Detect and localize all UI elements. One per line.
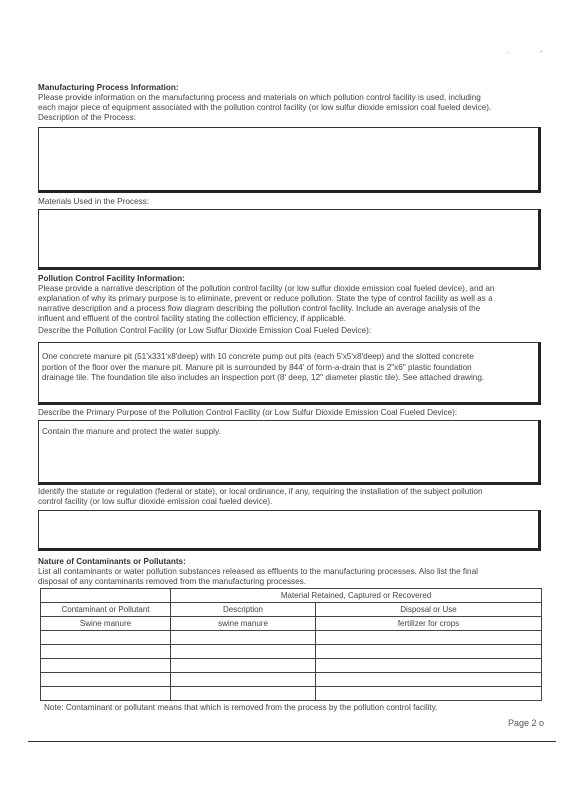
table-row (41, 617, 542, 631)
manufacturing-heading: Manufacturing Process Information: (38, 83, 179, 92)
description-cell[interactable] (171, 659, 316, 673)
contaminants-instructions-line-2: disposal of any contaminants removed from the manufacturing processes. (38, 577, 307, 586)
describe-facility-line-1: One concrete manure pit (51'x331'x8'deep) with 10 concrete pump out pits (each 5'x5'x8'deep) and the slotted concrete (42, 352, 474, 361)
statute-value (39, 511, 538, 514)
footer-rule (28, 741, 556, 742)
description-cell[interactable] (171, 645, 316, 659)
table-header-row (41, 603, 542, 617)
disposal-cell[interactable] (316, 687, 542, 701)
manufacturing-instructions-line-2: each major piece of equipment associated with the pollution control facility (or low sulfur dioxide emission coal fueled device). (38, 103, 492, 112)
description-of-process-label: Description of the Process: (38, 113, 136, 122)
disposal-cell[interactable] (316, 673, 542, 687)
describe-facility-line-3: drainage tile. The foundation tile also includes an inspection port (8' deep, 12" diameter plastic tile). See attached drawing. (42, 373, 485, 383)
page-number: Page 2 o (508, 718, 545, 728)
table-row (41, 673, 542, 687)
table-group-header: Material Retained, Captured or Recovered (171, 589, 542, 603)
statute-label-line-1: Identify the statute or regulation (federal or state), or local ordinance, if any, requiring the installation of the subject pollution (38, 487, 483, 496)
describe-facility-line-2: portion of the floor over the manure pit. Manure pit is surrounded by 844' of form-a-drain that is 2"x6" plastic foundation (42, 362, 472, 372)
scan-mark: ' (508, 52, 510, 59)
table-row (41, 687, 542, 701)
primary-purpose-field[interactable] (38, 420, 541, 485)
contaminants-table (40, 588, 542, 701)
contaminants-instructions-line-1: List all contaminants or water pollution substances released as effluents to the manufacturing processes. Also list the final (38, 567, 478, 576)
table-row (41, 659, 542, 673)
contaminant-note: Note: Contaminant or pollutant means that which is removed from the process by the pollution control facility. (44, 703, 438, 712)
contaminant-cell[interactable] (41, 645, 171, 659)
disposal-cell[interactable] (316, 645, 542, 659)
primary-purpose-label: Describe the Primary Purpose of the Pollution Control Facility (or Low Sulfur Dioxide Emission Coal Fueled Device): (38, 408, 458, 417)
description-cell[interactable] (171, 673, 316, 687)
contaminant-cell[interactable] (41, 673, 171, 687)
column-header-disposal: Disposal or Use (316, 603, 542, 617)
pollution-control-instructions-line-2: explanation of why its primary purpose is to eliminate, prevent or reduce pollution. State the type of control facility as well as a (38, 294, 493, 303)
column-header-description: Description (171, 603, 316, 617)
scan-mark: * (540, 50, 543, 57)
materials-used-label: Materials Used in the Process: (38, 197, 150, 206)
column-header-contaminant: Contaminant or Pollutant (41, 603, 171, 617)
disposal-cell[interactable] (316, 659, 542, 673)
table-group-header-row (41, 589, 542, 603)
pollution-control-instructions-line-4: influent and effluent of the control facility stating the collection efficiency, if applicable. (38, 314, 347, 323)
table-row (41, 631, 542, 645)
describe-facility-label: Describe the Pollution Control Facility (or Low Sulfur Dioxide Emission Coal Fueled Device): (38, 326, 372, 335)
table-group-header-blank (41, 589, 171, 603)
contaminants-heading: Nature of Contaminants or Pollutants: (38, 557, 186, 566)
materials-used-field[interactable] (38, 209, 541, 270)
materials-used-value (39, 210, 538, 213)
describe-facility-field[interactable] (38, 342, 541, 405)
pollution-control-heading: Pollution Control Facility Information: (38, 274, 185, 283)
statute-label-line-2: control facility (or low sulfur dioxide emission coal fueled device). (38, 497, 273, 506)
disposal-cell[interactable] (316, 631, 542, 645)
description-of-process-field[interactable] (38, 127, 541, 193)
pollution-control-instructions-line-1: Please provide a narrative description of the pollution control facility (or low sulfur dioxide emission coal fueled device), and an (38, 284, 495, 293)
contaminant-cell[interactable] (41, 631, 171, 645)
disposal-cell[interactable]: fertilizer for crops (316, 617, 542, 631)
description-cell[interactable] (171, 687, 316, 701)
statute-field[interactable] (38, 510, 541, 551)
pollution-control-instructions-line-3: narrative description and a process flow diagram describing the pollution control facility. Include an average analysis of the (38, 304, 481, 313)
manufacturing-instructions-line-1: Please provide information on the manufacturing process and materials on which pollution control facility is used, including (38, 93, 481, 102)
contaminant-cell[interactable]: Swine manure (41, 617, 171, 631)
contaminant-cell[interactable] (41, 659, 171, 673)
describe-facility-value (39, 343, 538, 384)
table-row (41, 645, 542, 659)
description-cell[interactable]: swine manure (171, 617, 316, 631)
contaminant-cell[interactable] (41, 687, 171, 701)
description-of-process-value (39, 128, 538, 131)
primary-purpose-value: Contain the manure and protect the water supply. (42, 427, 221, 436)
description-cell[interactable] (171, 631, 316, 645)
